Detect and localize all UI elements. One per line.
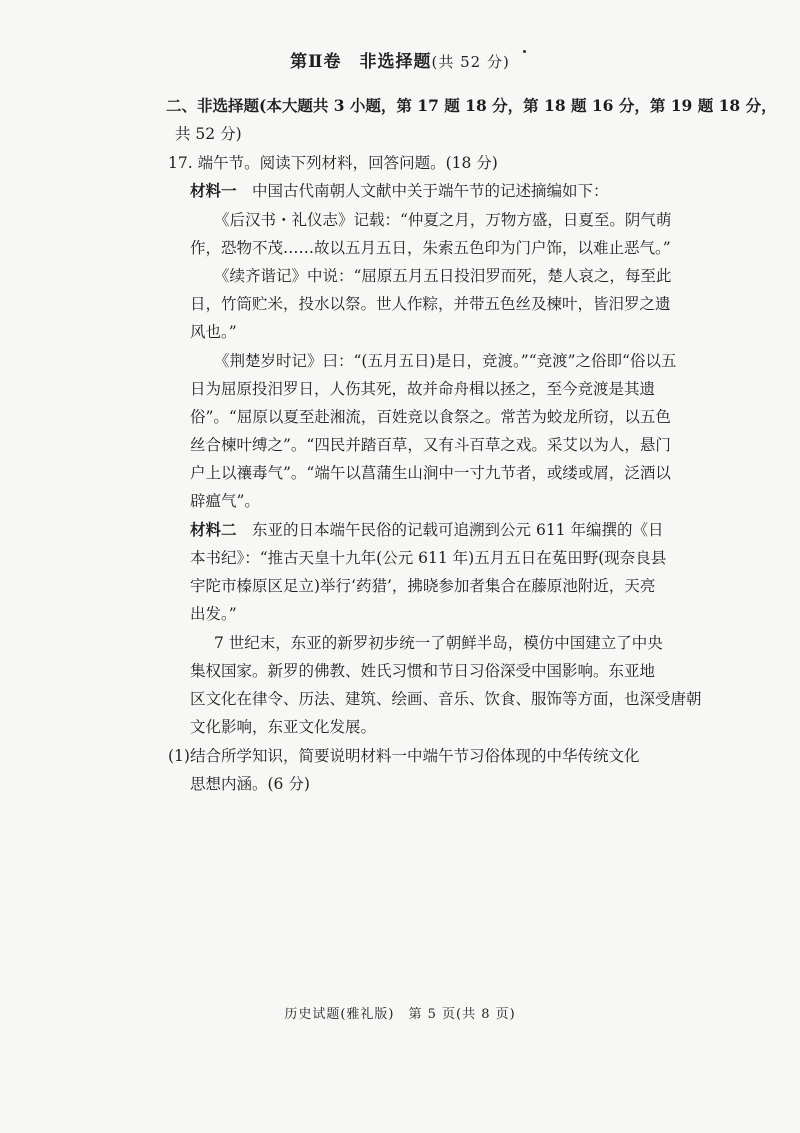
subquestion-1-line1: (1)结合所学知识，简要说明材料一中端午节习俗体现的中华传统文化 [168, 747, 640, 765]
section-title [0, 47, 800, 72]
subquestion-1-line2: 思想内涵。(6 分) [190, 775, 310, 793]
question-17-stem: 17. 端午节。阅读下列材料，回答问题。(18 分) [168, 154, 498, 172]
material-2-line3: 宇陀市榛原区足立)举行‘药猎’，拂晓参加者集合在藤原池附近，天亮 [190, 577, 656, 595]
material-1-p3-line2: 日为屈原投汨罗日，人伤其死，故并命舟楫以拯之，至今竞渡是其遗 [190, 380, 656, 398]
material-2-p2-line3: 区文化在律令、历法、建筑、绘画、音乐、饮食、服饰等方面，也深受唐朝 [190, 690, 702, 708]
print-speck [523, 50, 526, 53]
section-instruction-line1: 二、非选择题(本大题共 3 小题，第 17 题 18 分，第 18 题 16 分，第 19 题 18 分， [166, 96, 777, 115]
material-1-p3-line1: 《荆楚岁时记》曰：“(五月五日)是日，竞渡。”“竞渡”之俗即“俗以五 [214, 352, 677, 370]
material-1-p1-line2: 作，恐物不茂……故以五月五日，朱索五色印为门户饰，以难止恶气。” [190, 239, 671, 257]
material-1-p3-line4: 丝合楝叶缚之”。“四民并踏百草，又有斗百草之戏。采艾以为人，悬门 [190, 436, 671, 454]
material-2-p2-line2: 集权国家。新罗的佛教、姓氏习惯和节日习俗深受中国影响。东亚地 [190, 662, 656, 680]
material-1-p3-line6: 辟瘟气”。 [190, 492, 260, 510]
material-2-line2: 本书纪》：“推古天皇十九年(公元 611 年)五月五日在菟田野(现奈良县 [190, 549, 667, 567]
material-2-line1: 东亚的日本端午民俗的记载可追溯到公元 611 年编撰的《日 [252, 521, 664, 539]
section-instruction-line2: 共 52 分) [175, 125, 242, 143]
material-2-label: 材料二 [190, 520, 237, 539]
material-1-p1-line1: 《后汉书・礼仪志》记载：“仲夏之月，万物方盛，日夏至。阴气萌 [214, 211, 672, 229]
material-2-p2-line4: 文化影响，东亚文化发展。 [190, 718, 377, 736]
material-2-line4: 出发。” [190, 605, 237, 623]
material-1-intro: 中国古代南朝人文献中关于端午节的记述摘编如下： [252, 182, 609, 200]
section-title-note: (共 52 分) [431, 53, 510, 71]
material-1-heading [190, 181, 609, 201]
material-1-p3-line3: 俗”。“屈原以夏至赴湘流，百姓竞以食祭之。常苦为蛟龙所窃，以五色 [190, 408, 671, 426]
material-1-p2-line3: 风也。” [190, 323, 237, 341]
material-1-p2-line2: 日，竹筒贮米，投水以祭。世人作粽，并带五色丝及楝叶，皆汨罗之遗 [190, 295, 671, 313]
material-1-p3-line5: 户上以禳毒气”。“端午以菖蒲生山涧中一寸九节者，或缕或屑，泛酒以 [190, 464, 671, 482]
page-footer: 历史试题(雅礼版) 第 5 页(共 8 页) [284, 1007, 516, 1022]
material-1-label: 材料一 [190, 181, 237, 200]
material-1-p2-line1: 《续齐谐记》中说：“屈原五月五日投汨罗而死，楚人哀之，每至此 [214, 267, 672, 285]
material-2-heading [190, 520, 663, 540]
material-2-p2-line1: 7 世纪末，东亚的新罗初步统一了朝鲜半岛，模仿中国建立了中央 [214, 634, 663, 652]
section-title-main: 第Ⅱ卷 非选择题 [290, 52, 432, 72]
